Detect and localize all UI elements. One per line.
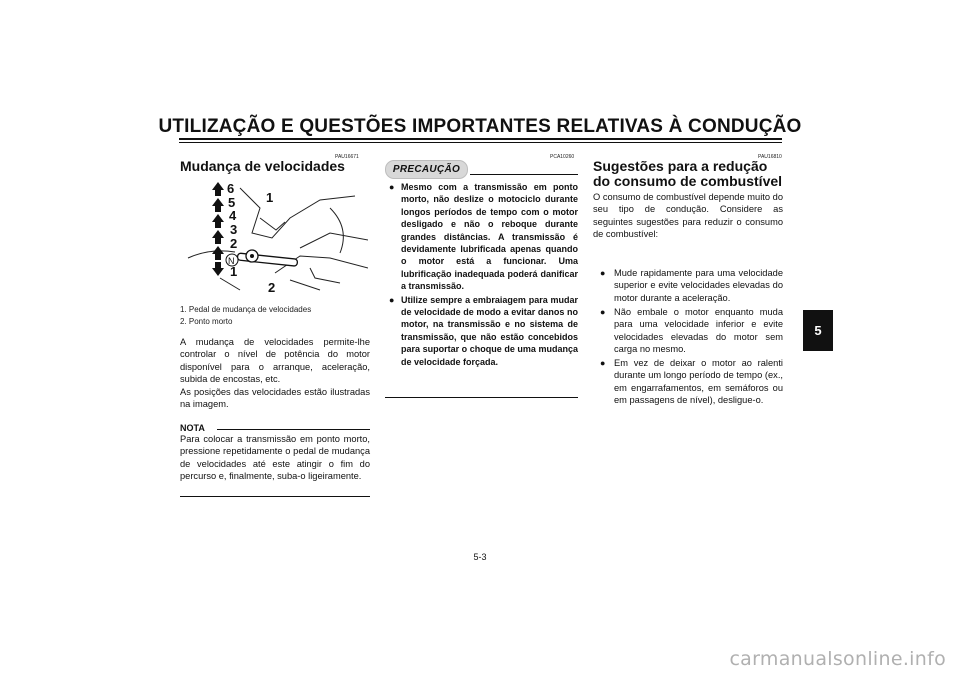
caution-item-text: Mesmo com a transmissão em ponto morto, não deslize o motociclo durante longos períodos de tempo com o motor desligado e não o reboque durante grandes distâncias. A transmissão é devidamente lubrificada apenas quando o motor está a funcionar. Uma lubrificação inadequada poderá danificar a transmissão. (401, 182, 578, 292)
bullet-icon: ● (389, 182, 395, 192)
page-number: 5-3 (473, 552, 487, 562)
section-heading-gear-shifting: Mudança de velocidades (180, 158, 345, 174)
fuel-tip-item (593, 357, 783, 407)
caution-badge: PRECAUÇÃO (385, 160, 468, 179)
fuel-tip-text: Não embale o motor enquanto muda para uma velocidade inferior e evite velocidades elevadas do motor sem carga no mesmo. (614, 306, 783, 354)
paragraph-gear-positions: As posições das velocidades estão ilustradas na imagem. (180, 387, 370, 410)
chapter-tab: 5 (803, 310, 833, 351)
caution-item (385, 181, 578, 293)
nota-rule-bottom (180, 496, 370, 497)
gear-number-4: 4 (229, 208, 237, 223)
paragraph-gear-intro: A mudança de velocidades permite-lhe controlar o nível de potência do motor disponível para o arranque, aceleração, subida de encostas, etc. (180, 337, 370, 385)
gear-pedal (237, 250, 297, 266)
nota-rule-top (217, 429, 370, 430)
section-heading-fuel-tips: Sugestões para a redução do consumo de combustível (593, 158, 783, 189)
figure-caption-1: 1. Pedal de mudança de velocidades (180, 305, 312, 314)
caution-item-text: Utilize sempre a embraiagem para mudar de velocidade de modo a evitar danos no motor, na transmissão e no sistema de transmissão, que não estão concebidos para suportar o choque de uma mudança de velocidade forçada. (401, 294, 578, 367)
callout-1: 1 (266, 190, 274, 205)
nota-text: Para colocar a transmissão em ponto morto, pressione repetidamente o pedal de mudança de velocidades até este atingir o fim do percurso e, finalmente, suba-o ligeiramente. (180, 434, 370, 482)
caution-list (385, 181, 578, 369)
caution-item (385, 294, 578, 368)
figure-caption-2: 2. Ponto morto (180, 317, 233, 326)
callout-2: 2 (268, 280, 276, 295)
fuel-tip-text: Mude rapidamente para uma velocidade superior e evite velocidades elevadas do motor durante a aceleração. (614, 268, 783, 303)
fuel-tip-text: Em vez de deixar o motor ao ralenti durante um longo período de tempo (ex., em engarrafamentos, em semáforos ou em passagens de nível), desligue-o. (614, 357, 783, 406)
paragraph-fuel-intro: O consumo de combustível depende muito do seu tipo de condução. Considere as seguintes sugestões para reduzir o consumo de combustível: (593, 192, 783, 240)
bullet-icon: ● (389, 294, 395, 305)
section-code-fuel: PAU16810 (758, 154, 782, 160)
fuel-tip-item (593, 267, 783, 304)
nota-label: NOTA (180, 423, 205, 433)
bullet-icon: ● (600, 306, 606, 317)
gear-number-1: 1 (230, 264, 238, 279)
bullet-icon: ● (600, 268, 606, 278)
gear-number-3: 3 (230, 222, 238, 237)
caution-code: PCA10260 (550, 154, 575, 160)
gear-number-2: 2 (230, 236, 238, 251)
caution-rule-top (470, 174, 578, 175)
page-title: UTILIZAÇÃO E QUESTÕES IMPORTANTES RELATIVAS À CONDUÇÃO (158, 116, 802, 137)
section-code: PAU16671 (335, 154, 359, 160)
title-rule (179, 138, 782, 140)
title-rule-thin (179, 142, 782, 143)
fuel-tip-item (593, 306, 783, 356)
gear-number-5: 5 (228, 195, 236, 210)
watermark: carmanualsonline.info (729, 648, 946, 670)
bullet-icon: ● (600, 357, 606, 368)
gear-number-6: 6 (227, 181, 235, 196)
fuel-tips-list (593, 267, 783, 408)
gear-shift-figure (180, 178, 368, 298)
caution-rule-bottom (385, 397, 578, 398)
gear-shift-illustration (180, 178, 368, 298)
gear-neutral: N (228, 256, 235, 266)
